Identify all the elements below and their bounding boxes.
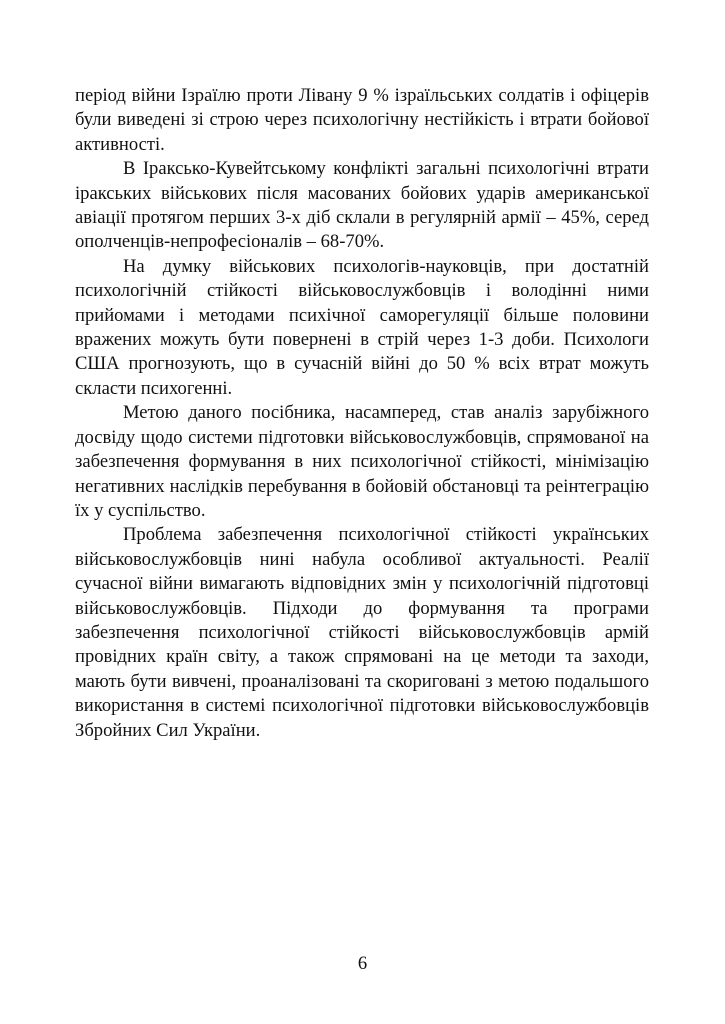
page-number: 6 xyxy=(357,953,368,974)
paragraph-5: Проблема забезпечення психологічної стійкості українських військовослужбовців нині набула особливої актуальності. Реалії сучасної війни вимагають відповідних змін у психологічній підготовці військовослужбовців. Підходи до формування та програми забезпечення психологічної стійкості військовослужбовців армій провідних країн світу, а також спрямовані на це методи та заходи, мають бути вивчені, проаналізовані та скориговані з метою подальшого використання в системі психологічної підготовки військовослужбовців Збройних Сил України. xyxy=(75,524,649,741)
paragraph-4: Метою даного посібника, насамперед, став аналіз зарубіжного досвіду щодо системи підготовки військовослужбовців, спрямованої на забезпечення формування в них психологічної стійкості, мінімізацію негативних наслідків перебування в бойовій обстановці та реінтеграцію їх у суспільство. xyxy=(75,402,649,521)
paragraph-3: На думку військових психологів-науковців, при достатній психологічній стійкості військовослужбовців і володінні ними прийомами і методами психічної саморегуляції більше половини вражених можуть бути повернені в стрій через 1-3 доби. Психологи США прогнозують, що в сучасній війні до 50 % всіх втрат можуть скласти психогенні. xyxy=(75,255,649,399)
body-text xyxy=(75,84,649,743)
paragraph-1: період війни Ізраїлю проти Лівану 9 % ізраїльських солдатів і офіцерів були виведені зі строю через психологічну нестійкість і втрати бойової активності. xyxy=(75,85,649,155)
paragraph-2: В Іраксько-Кувейтському конфлікті загальні психологічні втрати іракських військових після масованих бойових ударів американської авіації протягом перших 3-х діб склали в регулярній армії – 45%, серед ополченців-непрофесіоналів – 68-70%. xyxy=(75,158,649,253)
